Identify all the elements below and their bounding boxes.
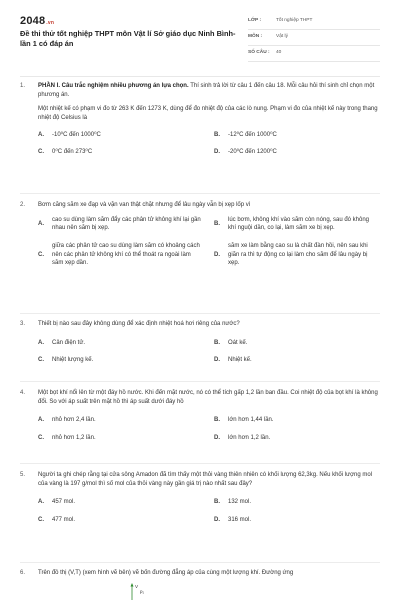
option-letter: C. [38, 149, 44, 156]
isobar-label-p1: p₁ [140, 589, 145, 594]
meta-label: LỚP : [248, 18, 262, 24]
option-b[interactable] [214, 216, 378, 233]
question-stem: Người ta ghi chép rằng tại cửa sông Amadon đã tìm thấy một thỏi vàng thiên nhiên có khối lượng 62,3kg. Nếu khối lượng mol của vàng là 197 g/mol thì số mol của thỏi vàng này gần giá trị nào nhất sau đây? [38, 472, 373, 487]
option-text: lớn hơn 1,2 lần. [228, 435, 271, 442]
question-number: 6. [20, 570, 26, 576]
option-a[interactable] [38, 216, 202, 233]
isobar-graph [122, 582, 172, 600]
option-c[interactable] [38, 516, 202, 525]
option-text: 457 mol. [52, 499, 76, 506]
v-axis-label: V [135, 584, 139, 589]
question-stem: Một nhiệt kế có phạm vi đo từ 263 K đến 1273 K, dùng để đo nhiệt độ của các lò nung. Phạm vi đo của nhiệt kế này trong thang nhiệt độ Celsius là [38, 106, 378, 122]
question-stem: Thiết bị nào sau đây không dùng để xác định nhiệt hoá hơi riêng của nước? [38, 321, 240, 327]
meta-value: Vật lý [276, 34, 288, 40]
option-text: lớn hơn 1,44 lần. [228, 417, 274, 424]
option-letter: A. [38, 221, 44, 228]
question-stem: Trên đồ thị (V,T) (xem hình vẽ bên) vẽ bốn đường đẳng áp của cùng một lượng khí. Đường ứng [38, 570, 294, 576]
option-letter: A. [38, 417, 44, 424]
meta-row-subject [248, 30, 380, 46]
option-letter: B. [214, 417, 220, 424]
option-letter: D. [214, 357, 220, 364]
question-number: 1. [20, 83, 26, 89]
option-letter: C. [38, 435, 44, 442]
question-divider [20, 463, 380, 464]
meta-value: Tốt nghiệp THPT [276, 18, 313, 24]
option-text: -12⁰C đến 1000⁰C [228, 131, 277, 138]
option-text: 316 mol. [228, 517, 252, 524]
section-intro [38, 82, 378, 99]
question-divider [20, 313, 380, 314]
meta-row-class [248, 14, 380, 30]
option-d[interactable] [214, 356, 378, 365]
question-stem: Một bọt khí nổi lên từ một đáy hồ nước. Khi đến mặt nước, nó có thể tích gấp 1,2 lần ban đầu. Coi nhiệt độ của bọt khí là không đổi. So với áp suất trên mặt hồ thì áp suất dưới đáy hồ [38, 390, 378, 405]
option-b[interactable] [214, 416, 378, 425]
site-logo[interactable] [20, 14, 54, 30]
section-title: PHẦN I. Câu trắc nghiệm nhiều phương án lựa chọn. [38, 83, 189, 89]
question-2 [20, 201, 380, 268]
header-divider [20, 76, 380, 77]
option-letter: A. [38, 339, 44, 346]
option-d[interactable] [214, 242, 378, 268]
option-letter: C. [38, 357, 44, 364]
option-text: -20⁰C đến 1200⁰C [228, 149, 277, 156]
option-b[interactable] [214, 131, 378, 140]
option-letter: C. [38, 251, 44, 258]
question-4 [20, 389, 380, 443]
meta-value: 40 [276, 50, 282, 56]
question-1 [20, 82, 380, 157]
option-text: -10⁰C đến 1000⁰C [52, 131, 101, 138]
option-text: nhỏ hơn 2,4 lần. [52, 417, 96, 424]
option-c[interactable] [38, 148, 202, 157]
option-text: Nhiệt kế. [228, 357, 252, 364]
option-text: Nhiệt lượng kế. [52, 357, 94, 364]
option-letter: D. [214, 517, 220, 524]
options [38, 216, 378, 268]
option-a[interactable] [38, 498, 202, 507]
option-text: giữa các phân tử cao su dùng làm săm có khoảng cách nên các phân tử không khí có thể thoát ra ngoài làm săm xẹp dần. [52, 243, 200, 267]
option-letter: B. [214, 499, 220, 506]
option-text: cao su dùng làm săm đẩy các phân tử không khí lại gần nhau nên săm bị xẹp. [52, 216, 201, 232]
option-letter: A. [38, 499, 44, 506]
question-divider [20, 381, 380, 382]
option-text: 0⁰C đến 273⁰C [52, 149, 93, 156]
question-number: 4. [20, 390, 26, 396]
meta-row-count [248, 46, 380, 62]
option-letter: B. [214, 221, 220, 228]
option-text: Oát kế. [228, 339, 248, 346]
question-divider [20, 193, 380, 194]
option-a[interactable] [38, 131, 202, 140]
question-number: 5. [20, 472, 26, 478]
meta-label: MÔN : [248, 34, 263, 40]
options [38, 498, 378, 524]
question-5 [20, 471, 380, 525]
option-d[interactable] [214, 516, 378, 525]
option-letter: D. [214, 149, 220, 156]
option-d[interactable] [214, 434, 378, 443]
logo-suffix: .vn [46, 20, 55, 26]
option-letter: B. [214, 131, 220, 138]
exam-title: Đề thi thử tốt nghiệp THPT môn Vật lí Sở giáo dục Ninh Bình- lần 1 có đáp án [20, 29, 236, 48]
option-text: nhỏ hơn 1,2 lần. [52, 435, 96, 442]
option-text: 132 mol. [228, 499, 252, 506]
section-instructions: Thí sinh trả lời từ câu 1 đến câu 18. Mỗi câu hỏi thí sinh chỉ chọn một phương án. [38, 83, 375, 98]
option-c[interactable] [38, 242, 202, 268]
v-axis-arrow [131, 583, 134, 587]
options [38, 416, 378, 442]
exam-meta [248, 14, 380, 62]
logo-text: 2048 [20, 15, 46, 27]
meta-label: SỐ CÂU : [248, 50, 270, 56]
option-a[interactable] [38, 339, 202, 348]
option-b[interactable] [214, 339, 378, 348]
option-c[interactable] [38, 434, 202, 443]
graph-axes [131, 583, 134, 600]
options [38, 131, 378, 157]
question-divider [20, 562, 380, 563]
question-6 [20, 569, 380, 584]
option-d[interactable] [214, 148, 378, 157]
option-text: Cân điện tử. [52, 339, 86, 346]
option-letter: C. [38, 517, 44, 524]
option-letter: A. [38, 131, 44, 138]
question-stem: Bơm căng săm xe đạp và vặn van thật chặt nhưng để lâu ngày vẫn bị xẹp lốp vì [38, 202, 251, 208]
option-text: săm xe làm bằng cao su là chất đàn hồi, nên sau khi giãn ra thì tự động co lại làm cho săm để lâu ngày bị xẹp. [228, 243, 368, 267]
question-number: 3. [20, 321, 26, 327]
option-b[interactable] [214, 498, 378, 507]
option-text: 477 mol. [52, 517, 76, 524]
option-text: lúc bơm, không khí vào săm còn nóng, sau đó không khí nguội dần, co lại, làm săm xe bị xẹp. [228, 216, 370, 232]
option-letter: D. [214, 435, 220, 442]
question-number: 2. [20, 202, 26, 208]
option-a[interactable] [38, 416, 202, 425]
option-letter: B. [214, 339, 220, 346]
option-c[interactable] [38, 356, 202, 365]
option-letter: D. [214, 251, 220, 258]
options [38, 339, 378, 365]
question-3 [20, 320, 380, 365]
exam-header [20, 14, 380, 72]
